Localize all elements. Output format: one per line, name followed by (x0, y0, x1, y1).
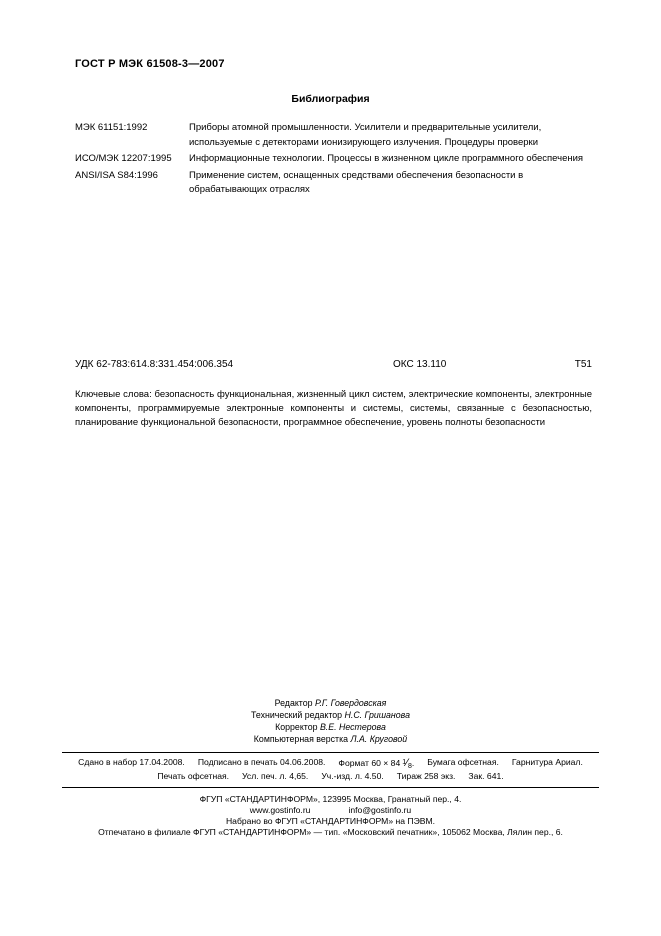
bibliography-entry (75, 152, 592, 167)
bibliography-entry (75, 169, 592, 198)
bibliography-text: Применение систем, оснащенных средствами обеспечения безопасности в обрабатывающих отраслях (189, 169, 524, 195)
publisher-website: www.gostinfo.ru (249, 805, 311, 815)
section-title-bibliography: Библиография (291, 93, 370, 105)
publisher-email: info@gostinfo.ru (348, 805, 412, 815)
staff-line-corrector (0, 721, 661, 733)
imprint-line-2 (62, 771, 599, 781)
editorial-staff-block (0, 697, 661, 745)
bibliography-ref: ANSI/ISA S84:1996 (75, 169, 158, 181)
imprint-print-method: Печать офсетная. (157, 771, 230, 781)
bibliography-ref: ИСО/МЭК 12207:1995 (75, 153, 172, 164)
t-code: Т51 (574, 359, 592, 370)
classification-row (75, 359, 592, 373)
imprint-format-label: Формат 60 × 84 (338, 758, 401, 768)
staff-name: Л.А. Круговой (350, 734, 408, 744)
oks-code: ОКС 13.110 (393, 359, 447, 370)
fraction-numerator: 1 (402, 759, 407, 766)
staff-role: Технический редактор (251, 710, 343, 720)
staff-role: Корректор (275, 722, 318, 732)
bibliography-text: Информационные технологии. Процессы в жизненном цикле программного обеспечения (189, 153, 584, 164)
publisher-printed-note: Отпечатано в филиале ФГУП «СТАНДАРТИНФОРМ» — тип. «Московский печатник», 105062 Москва, Лялин пер., 6. (98, 827, 563, 837)
fraction-denominator: 8 (407, 763, 412, 770)
imprint-format-period: . (411, 758, 415, 768)
divider-top (62, 752, 599, 753)
divider-bottom (62, 787, 599, 788)
imprint-line-1 (62, 757, 599, 770)
bibliography-entry (75, 121, 592, 150)
udk-code: УДК 62-783:614.8:331.454:006.354 (75, 359, 234, 370)
imprint-uch-izd: Уч.-изд. л. 4.50. (321, 771, 384, 781)
keywords-label: Ключевые слова: (75, 389, 152, 400)
keywords-text: безопасность функциональная, жизненный цикл систем, электрические компоненты, электронные компоненты, программируемые электронные компоненты и системы, системы, связанные с безопасностью, планирование функциональной безопасности, программное обеспечение, уровень полноты безопасности (75, 389, 593, 428)
bibliography-ref: МЭК 61151:1992 (75, 122, 148, 133)
imprint-typeface: Гарнитура Ариал. (511, 757, 583, 767)
bibliography-list (75, 121, 592, 198)
keywords-paragraph (75, 388, 592, 430)
staff-line-technical-editor (0, 709, 661, 721)
format-fraction (402, 757, 415, 770)
imprint-tirazh: Тираж 258 экз. (396, 771, 456, 781)
publisher-typeset-note: Набрано во ФГУП «СТАНДАРТИНФОРМ» на ПЭВМ. (225, 816, 436, 826)
bibliography-text: Приборы атомной промышленности. Усилители и предварительные усилители, используемые с детекторами ионизирующего излучения. Процедуры проверки (189, 122, 542, 148)
doc-number: ГОСТ Р МЭК 61508-3—2007 (75, 58, 225, 70)
staff-name: В.Е. Нестерова (319, 722, 386, 732)
staff-name: Н.С. Гришанова (344, 710, 410, 720)
imprint-sign-date: Подписано в печать 04.06.2008. (197, 757, 326, 767)
imprint-format (338, 757, 414, 770)
imprint-paper: Бумага офсетная. (427, 757, 499, 767)
staff-line-layout (0, 733, 661, 745)
staff-role: Редактор (274, 698, 313, 708)
staff-role: Компьютерная верстка (253, 734, 349, 744)
staff-name: Р.Г. Говердовская (314, 698, 387, 708)
imprint-set-date: Сдано в набор 17.04.2008. (78, 757, 185, 767)
publisher-contacts (0, 805, 661, 815)
imprint-usl-pech: Усл. печ. л. 4,65. (242, 771, 309, 781)
imprint-zakaz: Зак. 641. (468, 771, 504, 781)
staff-line-editor (0, 697, 661, 709)
publisher-address: ФГУП «СТАНДАРТИНФОРМ», 123995 Москва, Гранатный пер., 4. (199, 794, 462, 804)
